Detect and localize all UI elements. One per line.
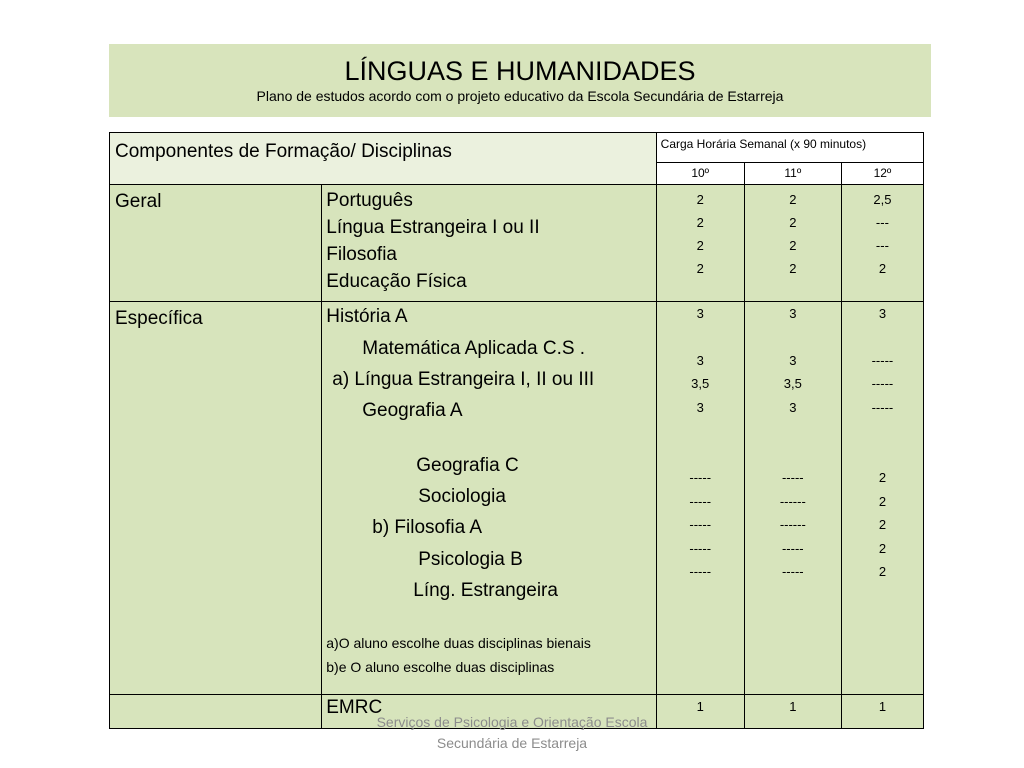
emrc-11: 1 — [744, 695, 841, 729]
hours-value: --- — [875, 215, 889, 230]
especifica-11 — [744, 302, 841, 695]
hours-value: ----- — [781, 541, 804, 556]
hours-value: 3 — [696, 353, 704, 368]
subject: a) Língua Estrangeira I, II ou III — [332, 369, 595, 390]
geral-12 — [841, 185, 923, 302]
hours-value: 3 — [696, 400, 704, 415]
hours-value: 3 — [696, 306, 704, 321]
hours-value: 3,5 — [783, 376, 802, 391]
hours-value: 2 — [878, 517, 887, 532]
especifica-10 — [656, 302, 744, 695]
subject: Português — [326, 190, 413, 211]
geral-11 — [744, 185, 841, 302]
emrc-10: 1 — [656, 695, 744, 729]
hours-value: 3 — [878, 306, 887, 321]
page-title: LÍNGUAS E HUMANIDADES — [344, 56, 696, 86]
hours-value: ----- — [689, 470, 712, 485]
hours-value: ----- — [871, 353, 894, 368]
hours-value: 2 — [696, 192, 704, 207]
hours-value: 2 — [878, 564, 887, 579]
year-10-header: 10º — [656, 162, 744, 184]
especifica-subjects — [322, 302, 656, 695]
components-header: Componentes de Formação/ Disciplinas — [110, 133, 657, 185]
emrc-label — [110, 695, 322, 729]
footer-line: Secundária de Estarreja — [436, 735, 588, 751]
carga-header: Carga Horária Semanal (x 90 minutos) — [656, 133, 923, 163]
subject: Língua Estrangeira I ou II — [326, 217, 540, 238]
hours-value: 2 — [789, 238, 797, 253]
hours-value: ------ — [779, 517, 806, 532]
title-banner — [109, 44, 931, 117]
table-row-geral — [110, 185, 924, 302]
subject: Educação Física — [326, 271, 467, 292]
hours-value: 2 — [789, 192, 797, 207]
hours-value: 2 — [696, 261, 704, 276]
year-11-header: 11º — [744, 162, 841, 184]
note: b)e O aluno escolhe duas disciplinas — [326, 659, 555, 675]
hours-value: 2 — [878, 261, 887, 276]
emrc-12: 1 — [841, 695, 923, 729]
hours-value: ----- — [871, 400, 894, 415]
subject: Sociologia — [418, 486, 506, 507]
year-12-header: 12º — [841, 162, 923, 184]
hours-value: ----- — [781, 564, 804, 579]
geral-10 — [656, 185, 744, 302]
hours-value: 3 — [789, 306, 797, 321]
geral-label: Geral — [110, 185, 322, 302]
subject: Geografia A — [362, 400, 463, 421]
table-header-row — [110, 133, 924, 163]
hours-value: 3,5 — [691, 376, 710, 391]
hours-value: --- — [875, 238, 889, 253]
hours-value: 2 — [789, 261, 797, 276]
footer — [340, 712, 684, 754]
especifica-12 — [841, 302, 923, 695]
hours-value: ------ — [779, 494, 806, 509]
especifica-label: Específica — [110, 302, 322, 695]
hours-value: 2 — [878, 541, 887, 556]
hours-value: 2 — [878, 494, 887, 509]
note: a)O aluno escolhe duas disciplinas bienais — [326, 635, 591, 651]
subject: Líng. Estrangeira — [413, 580, 558, 601]
geral-subjects — [322, 185, 656, 302]
emrc-subject: EMRC — [322, 695, 656, 729]
table-row-especifica — [110, 302, 924, 695]
subject: Psicologia B — [418, 549, 523, 570]
hours-value: ----- — [689, 517, 712, 532]
hours-value: 2,5 — [873, 192, 892, 207]
page-subtitle: Plano de estudos acordo com o projeto educativo da Escola Secundária de Estarreja — [256, 88, 784, 104]
subject: b) Filosofia A — [372, 517, 483, 538]
hours-value: ----- — [781, 470, 804, 485]
subject: Filosofia — [326, 244, 397, 265]
hours-value: ----- — [689, 541, 712, 556]
hours-value: 2 — [696, 238, 704, 253]
subject: Matemática Aplicada C.S . — [362, 338, 586, 359]
hours-value: 3 — [789, 353, 797, 368]
hours-value: 2 — [696, 215, 704, 230]
hours-value: ----- — [871, 376, 894, 391]
subject: Geografia C — [416, 455, 519, 476]
study-plan-table — [109, 132, 924, 729]
hours-value: ----- — [689, 564, 712, 579]
hours-value: ----- — [689, 494, 712, 509]
hours-value: 2 — [878, 470, 887, 485]
hours-value: 2 — [789, 215, 797, 230]
subject: História A — [326, 306, 408, 327]
footer-line: Serviços de Psicologia e Orientação Escola — [376, 714, 648, 730]
hours-value: 3 — [789, 400, 797, 415]
